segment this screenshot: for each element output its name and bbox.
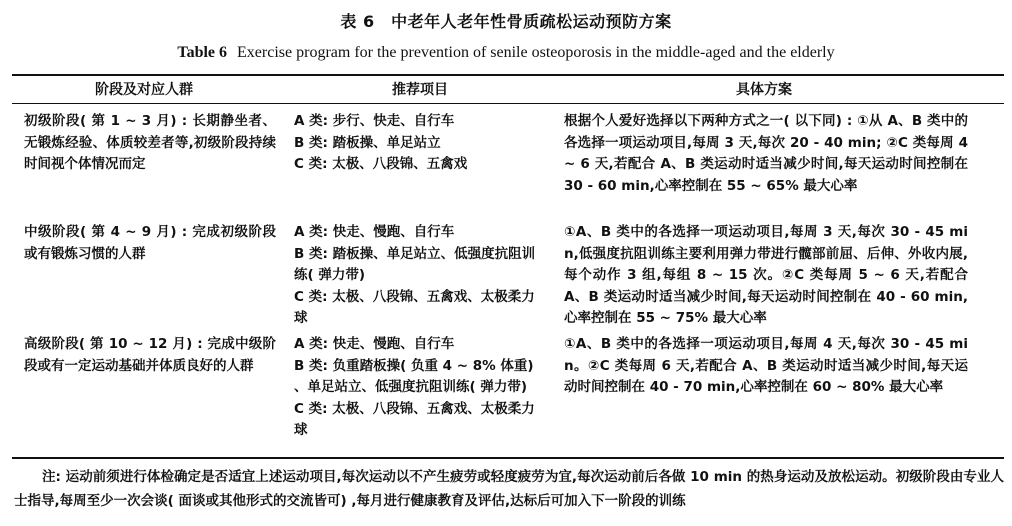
row-2-item-a: A 类: 快走、慢跑、自行车 <box>294 224 455 240</box>
row-1-item-a: A 类: 步行、快走、自行车 <box>294 113 455 129</box>
row-1-item-c: C 类: 太极、八段锦、五禽戏 <box>294 156 468 172</box>
table-header-rule <box>12 103 1004 104</box>
column-header-stage: 阶段及对应人群 <box>95 82 193 98</box>
row-3-item-c: C 类: 太极、八段锦、五禽戏、太极柔力球 <box>294 400 535 438</box>
row-2-item-b: B 类: 踏板操、单足站立、低强度抗阻训练( 弹力带) <box>294 245 536 283</box>
row-1-plan: 根据个人爱好选择以下两种方式之一( 以下同) : ①从 A、B 类中的各选择一项运动项目,每周 3 天,每次 20 - 40 min; ②C 类每周 4 ~ 6 天,若配合 A、B 类运动时适当减少时间,每天运动时间控制在 30 - 60 min,心率控制在 55 ~ 65% 最大心率 <box>564 113 968 194</box>
row-2-stage: 中级阶段( 第 4 ~ 9 月) : 完成初级阶段或有锻炼习惯的人群 <box>24 224 276 262</box>
row-3-item-b: B 类: 负重踏板操( 负重 4 ~ 8% 体重) 、单足站立、低强度抗阻训练( 弹力带) <box>294 357 534 395</box>
table-top-rule <box>12 74 1004 76</box>
table-caption-chinese: 表 6 中老年人老年性骨质疏松运动预防方案 <box>340 12 672 31</box>
row-1-stage: 初级阶段( 第 1 ~ 3 月) : 长期静坐者、无锻炼经验、体质较差者等,初级阶段持续时间视个体情况而定 <box>24 113 276 172</box>
row-1-items <box>294 111 548 176</box>
table-bottom-rule <box>12 457 1004 459</box>
column-header-items: 推荐项目 <box>392 82 448 98</box>
table-caption-english <box>0 42 1012 64</box>
row-2-items <box>294 222 548 330</box>
row-2-plan: ①A、B 类中的各选择一项运动项目,每周 3 天,每次 30 - 45 min,低强度抗阻训练主要利用弹力带进行髋部前屈、后伸、外收内展,每个动作 3 组,每组 8 ~ 15 次。②C 类每周 5 ~ 6 天,若配合 A、B 类运动时适当减少时间,每天运动时间控制在 40 - 60 min,心率控制在 55 ~ 75% 最大心率 <box>564 224 968 326</box>
table-footnote: 注: 运动前须进行体检确定是否适宜上述运动项目,每次运动以不产生疲劳或轻度疲劳为宜,每次运动前后各做 10 min 的热身运动及放松运动。初级阶段由专业人士指导,每周至少一次会谈( 面谈或其他形式的交流皆可) ,每月进行健康教育及评估,达标后可加入下一阶段的训练 <box>14 469 1004 509</box>
row-1-item-b: B 类: 踏板操、单足站立 <box>294 134 441 151</box>
row-3-item-a: A 类: 快走、慢跑、自行车 <box>294 336 455 352</box>
table-label: Table 6 <box>177 44 228 61</box>
table-caption-english-text: Exercise program for the prevention of senile osteoporosis in the middle-aged and the elderly <box>237 44 835 61</box>
row-3-plan: ①A、B 类中的各选择一项运动项目,每周 4 天,每次 30 - 45 min。②C 类每周 6 天,若配合 A、B 类运动时适当减少时间,每天运动时间控制在 40 - 70 min,心率控制在 60 ~ 80% 最大心率 <box>564 336 968 395</box>
row-3-stage: 高级阶段( 第 10 ~ 12 月) : 完成中级阶段或有一定运动基础并体质良好的人群 <box>24 336 276 374</box>
row-2-item-c: C 类: 太极、八段锦、五禽戏、太极柔力球 <box>294 288 535 326</box>
column-header-plan: 具体方案 <box>736 82 792 98</box>
row-3-items <box>294 334 548 442</box>
